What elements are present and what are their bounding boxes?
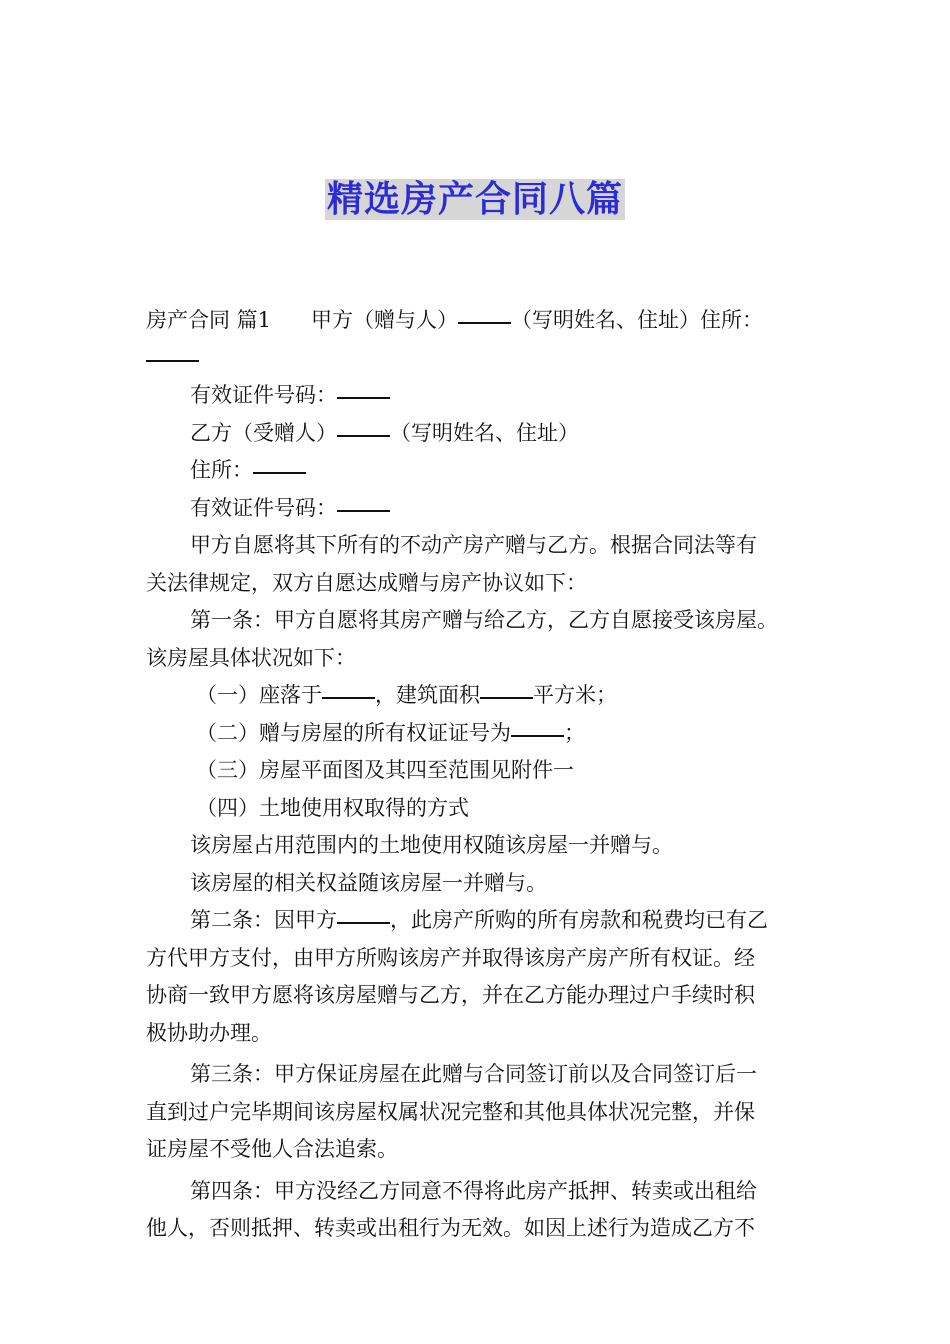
party-b-line: 乙方（受赠人） （写明姓名、住址） [190, 420, 579, 445]
blank-field [337, 397, 390, 399]
article-1-line: 该房屋具体状况如下： [146, 645, 356, 670]
rights-line: 该房屋的相关权益随该房屋一并赠与。 [190, 870, 547, 895]
article-3-line: 证房屋不受他人合法追索。 [146, 1137, 398, 1161]
blank-field [337, 435, 390, 437]
party-a-line: 房产合同 篇1 甲方（赠与人） （写明姓名、住址）住所： [146, 308, 764, 332]
party-a-address-line [146, 340, 810, 378]
blank-field [511, 735, 564, 737]
article-1-item-1: （一）座落于 ，建筑面积 平方米； [196, 683, 617, 707]
article-2-line: 极协助办理。 [146, 1020, 272, 1045]
id-number-line-a: 有效证件号码： [146, 377, 810, 415]
article-1-item-3: （三）房屋平面图及其四至范围见附件一 [196, 758, 574, 782]
document-title-text: 精选房产合同八篇 [326, 179, 623, 220]
article-2-line: 方代甲方支付，由甲方所购该房产并取得该房产房产所有权证。经 [146, 945, 755, 970]
blank-field [253, 472, 306, 474]
blank-field [322, 697, 375, 699]
article-3-line: 第三条：甲方保证房屋在此赠与合同签订前以及合同签订后一 [190, 1062, 757, 1086]
article-1-line: 第一条：甲方自愿将其房产赠与给乙方，乙方自愿接受该房屋。 [190, 608, 778, 632]
id-number-line-b: 有效证件号码： [146, 490, 810, 528]
document-body [146, 302, 810, 1248]
intro-paragraph-line: 关法律规定，双方自愿达成赠与房产协议如下： [146, 570, 587, 595]
blank-field [458, 322, 511, 324]
address-line-b: 住所： [146, 452, 810, 490]
land-use-line: 该房屋占用范围内的土地使用权随该房屋一并赠与。 [190, 833, 673, 857]
blank-field [480, 697, 533, 699]
blank-field [337, 510, 390, 512]
article-2-line: 第二条：因甲方 ，此房产所购的所有房款和税费均已有乙 [190, 908, 768, 932]
intro-paragraph-line: 甲方自愿将其下所有的不动产房产赠与乙方。根据合同法等有 [190, 533, 757, 557]
document-title [0, 175, 950, 225]
article-4-line: 他人，否则抵押、转卖或出租行为无效。如因上述行为造成乙方不 [146, 1216, 755, 1240]
blank-field [146, 360, 199, 362]
section-label: 房产合同 篇1 [146, 308, 272, 332]
article-1-item-4: （四）土地使用权取得的方式 [196, 795, 469, 820]
blank-field [337, 922, 390, 924]
article-4-line: 第四条：甲方没经乙方同意不得将此房产抵押、转卖或出租给 [190, 1178, 757, 1203]
article-3-line: 直到过户完毕期间该房屋权属状况完整和其他具体状况完整，并保 [146, 1099, 755, 1124]
article-2-line: 协商一致甲方愿将该房屋赠与乙方，并在乙方能办理过户手续时积 [146, 983, 755, 1007]
article-1-item-2: （二）赠与房屋的所有权证证号为 ； [196, 720, 585, 745]
